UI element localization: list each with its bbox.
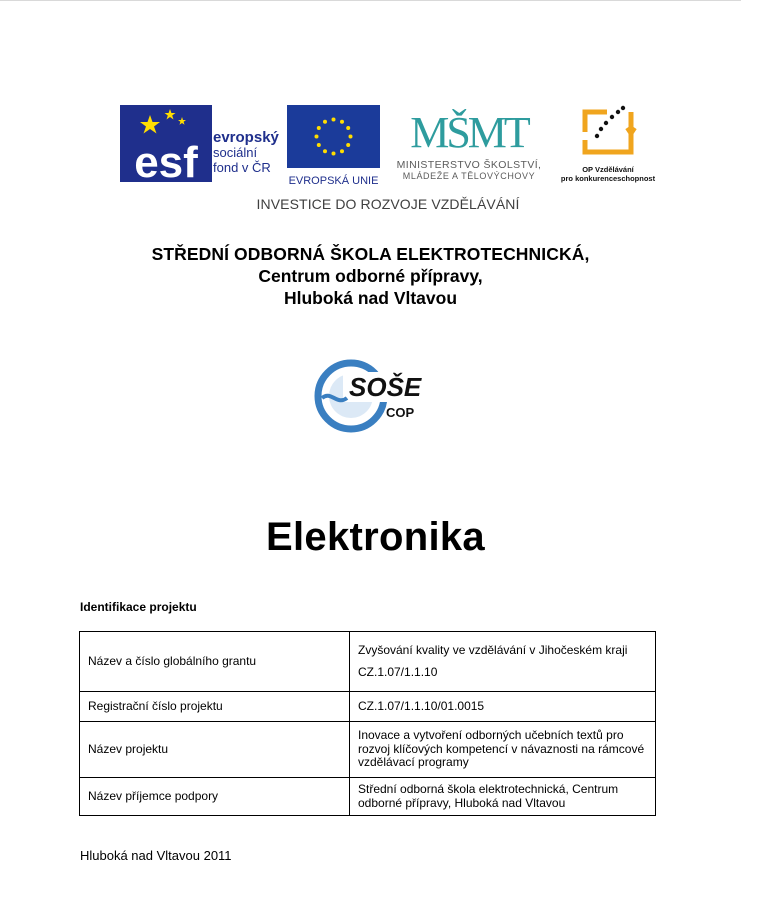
esf-line2: sociální	[213, 145, 258, 160]
sose-cop-logo	[313, 358, 425, 434]
esf-line3: fond v ČR	[213, 160, 271, 175]
esf-logo	[120, 105, 280, 187]
row-value: Střední odborná škola elektrotechnická, Centrum odborné přípravy, Hluboká nad Vltavou	[350, 778, 656, 816]
school-header	[0, 243, 741, 309]
eu-logo	[287, 105, 380, 187]
document-title: Elektronika	[266, 515, 485, 559]
msmt-logo	[389, 103, 549, 182]
page-top-divider	[0, 0, 741, 1]
svg-text:SOŠE: SOŠE	[349, 372, 422, 402]
table-row	[80, 632, 656, 692]
msmt-line2: MLÁDEŽE A TĚLOVÝCHOVY	[402, 171, 536, 181]
msmt-mark	[410, 103, 528, 157]
esf-line1: evropský	[213, 129, 279, 146]
row-key: Název projektu	[80, 722, 350, 778]
opvk-line1: OP Vzdělávání	[582, 165, 634, 174]
opvk-line2: pro konkurenceschopnost	[560, 174, 656, 183]
project-identification-table	[79, 631, 656, 816]
row-value: CZ.1.07/1.1.10/01.0015	[350, 692, 656, 722]
opvk-logo	[556, 102, 660, 183]
row-key: Registrační číslo projektu	[80, 692, 350, 722]
row-value-code: CZ.1.07/1.1.10	[358, 664, 438, 679]
opvk-mark	[577, 102, 639, 160]
investice-tagline: INVESTICE DO ROZVOJE VZDĚLÁVÁNÍ	[256, 196, 520, 212]
table-row	[80, 692, 656, 722]
school-name-line3: Hluboká nad Vltavou	[283, 288, 458, 308]
svg-text:MŠMT: MŠMT	[410, 108, 528, 157]
row-value: Inovace a vytvoření odborných učebních textů pro rozvoj klíčových kompetencí v návaznosti na rámcové vzdělávací programy	[350, 722, 656, 778]
school-name-line1: STŘEDNÍ ODBORNÁ ŠKOLA ELEKTROTECHNICKÁ,	[151, 244, 590, 264]
row-key: Název a číslo globálního grantu	[80, 632, 350, 692]
eu-caption: EVROPSKÁ UNIE	[288, 175, 379, 187]
row-value	[350, 632, 656, 692]
eu-flag-icon	[287, 105, 380, 168]
school-name-line2: Centrum odborné přípravy,	[258, 266, 483, 286]
row-value-text: Zvyšování kvality ve vzdělávání v Jihočeském kraji	[358, 643, 628, 657]
section-label: Identifikace projektu	[80, 600, 197, 614]
svg-text:COP: COP	[386, 405, 415, 420]
row-key: Název příjemce podpory	[80, 778, 350, 816]
msmt-line1: MINISTERSTVO ŠKOLSTVÍ,	[396, 159, 542, 171]
footer-place-year: Hluboká nad Vltavou 2011	[80, 848, 232, 863]
table-row	[80, 722, 656, 778]
table-row	[80, 778, 656, 816]
svg-text:esf: esf	[134, 138, 198, 187]
esf-mark	[120, 105, 212, 187]
